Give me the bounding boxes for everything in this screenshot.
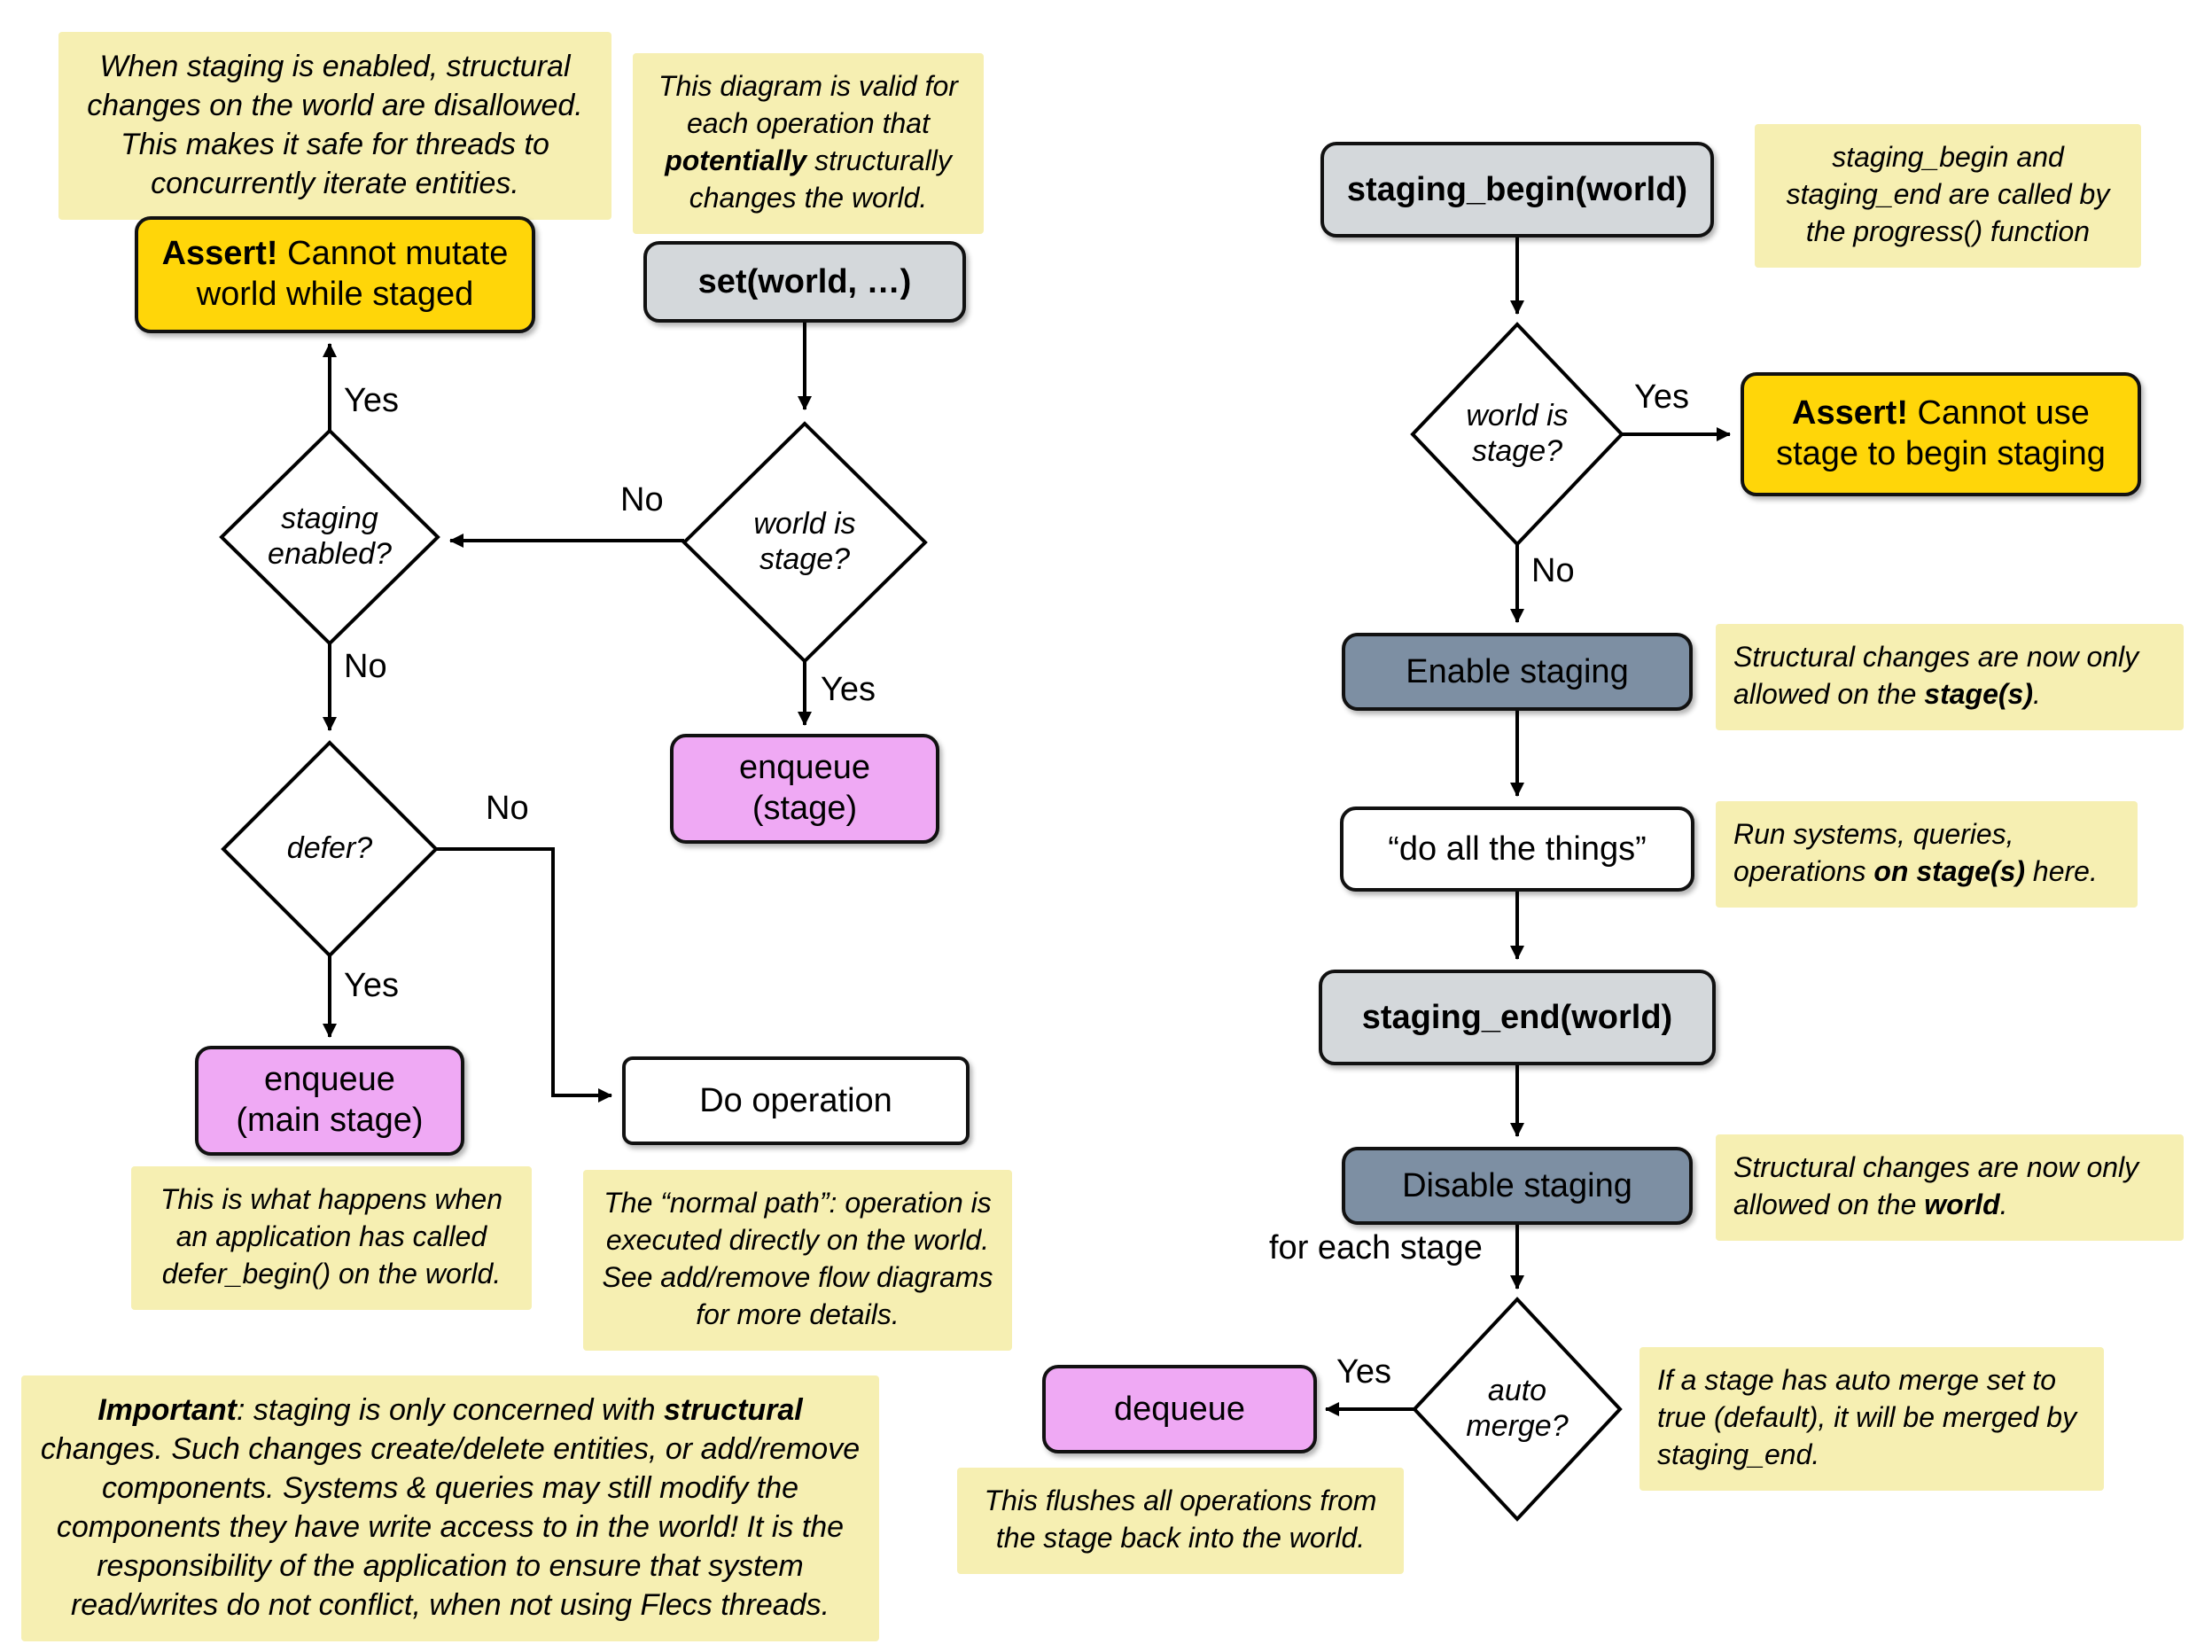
label-no-world-is-stage-right: No — [1531, 553, 1575, 590]
note-stage-only-text: Structural changes are now only allowed on the — [1733, 643, 2139, 711]
auto-merge-line2: merge? — [1466, 1409, 1569, 1443]
world-is-stage-right-line1: world is — [1466, 399, 1569, 432]
world-is-stage-left-line2: stage? — [759, 542, 851, 576]
note-diagram-valid — [633, 53, 984, 234]
note-important-bold1: Important — [97, 1393, 237, 1427]
enable-staging-box: Enable staging — [1342, 633, 1693, 711]
label-no-defer: No — [486, 791, 529, 828]
label-no-world-is-stage-left: No — [620, 482, 664, 519]
label-yes-world-is-stage-right: Yes — [1634, 379, 1689, 417]
staging-begin-box: staging_begin(world) — [1320, 142, 1714, 238]
world-is-stage-left-label — [698, 507, 911, 578]
label-yes-auto-merge: Yes — [1336, 1354, 1391, 1391]
assert-keyword-2: Assert! — [1792, 395, 1908, 432]
auto-merge-line1: auto — [1487, 1374, 1547, 1407]
note-when-staging-enabled: When staging is enabled, structural changes on the world are disallowed. This makes it safe for threads to concurrently iterate entities. — [58, 32, 611, 220]
note-defer-begin: This is what happens when an application has called defer_begin() on the world. — [131, 1166, 532, 1310]
note-diagram-valid-text2: structurally changes the world. — [689, 147, 952, 214]
note-important-bold2: structural — [663, 1393, 803, 1427]
label-yes-world-is-stage-left: Yes — [821, 672, 876, 709]
note-stage-only-post: . — [2033, 681, 2041, 711]
note-world-only-post: . — [1999, 1191, 2008, 1221]
label-yes-staging-enabled: Yes — [344, 383, 399, 420]
note-important-rest: changes. Such changes create/delete entities, or add/remove components. Systems & queries may still modify the components they have write access to in the world! It is the responsibility of the application to ensure that system read/writes do not conflict, when not using Flecs threads. — [40, 1432, 861, 1622]
note-diagram-valid-text: This diagram is valid for each operation that — [658, 73, 958, 140]
enqueue-stage-line2: (stage) — [752, 791, 858, 828]
note-dequeue-flush: This flushes all operations from the stage back into the world. — [957, 1468, 1404, 1574]
note-important-mid: : staging is only concerned with — [237, 1393, 664, 1427]
enqueue-stage-line1: enqueue — [739, 750, 870, 787]
note-stage-only — [1716, 624, 2184, 730]
note-world-only-text: Structural changes are now only allowed on the — [1733, 1154, 2139, 1221]
label-no-staging-enabled: No — [344, 649, 387, 686]
assert-cannot-use-stage-text: Cannot use stage to begin staging — [1776, 395, 2106, 473]
note-progress-function: staging_begin and staging_end are called by the progress() function — [1755, 124, 2141, 268]
assert-cannot-mutate-text: Cannot mutate world while staged — [196, 236, 509, 314]
note-world-only — [1716, 1134, 2184, 1241]
enqueue-main-line2: (main stage) — [236, 1103, 424, 1140]
world-is-stage-left-line1: world is — [753, 507, 856, 541]
dequeue-box: dequeue — [1042, 1365, 1317, 1453]
note-auto-merge: If a stage has auto merge set to true (default), it will be merged by staging_end. — [1640, 1347, 2104, 1491]
assert-cannot-use-stage-box — [1741, 372, 2141, 496]
auto-merge-label — [1411, 1374, 1624, 1445]
assert-cannot-mutate-box — [135, 216, 535, 333]
defer-label: defer? — [286, 831, 373, 865]
note-important — [21, 1375, 879, 1641]
note-diagram-valid-bold: potentially — [665, 147, 807, 177]
note-run-systems-post: here. — [2025, 858, 2098, 888]
enqueue-stage-box — [670, 734, 939, 844]
staging-enabled-line1: staging — [281, 502, 378, 535]
world-is-stage-right-line2: stage? — [1471, 434, 1563, 468]
staging-end-box: staging_end(world) — [1319, 970, 1716, 1065]
note-run-systems-bold: on stage(s) — [1873, 858, 2026, 888]
assert-keyword: Assert! — [161, 236, 278, 273]
staging-enabled-label — [223, 502, 436, 573]
note-run-systems-text: Run systems, queries, operations — [1733, 821, 2014, 888]
world-is-stage-right-label — [1411, 399, 1624, 470]
staging-enabled-line2: enabled? — [268, 537, 392, 571]
note-normal-path: The “normal path”: operation is executed directly on the world. See add/remove flow diagrams for more details. — [583, 1170, 1012, 1351]
note-run-systems — [1716, 801, 2138, 908]
enqueue-main-stage-box — [195, 1046, 464, 1156]
do-operation-box: Do operation — [622, 1056, 970, 1145]
note-stage-only-bold: stage(s) — [1924, 681, 2033, 711]
label-yes-defer: Yes — [344, 968, 399, 1005]
do-all-the-things-box: “do all the things” — [1340, 807, 1694, 892]
label-for-each-stage: for each stage — [1269, 1230, 1483, 1267]
note-world-only-bold: world — [1924, 1191, 2000, 1221]
disable-staging-box: Disable staging — [1342, 1147, 1693, 1225]
enqueue-main-line1: enqueue — [264, 1062, 395, 1099]
set-world-box: set(world, …) — [643, 241, 966, 323]
